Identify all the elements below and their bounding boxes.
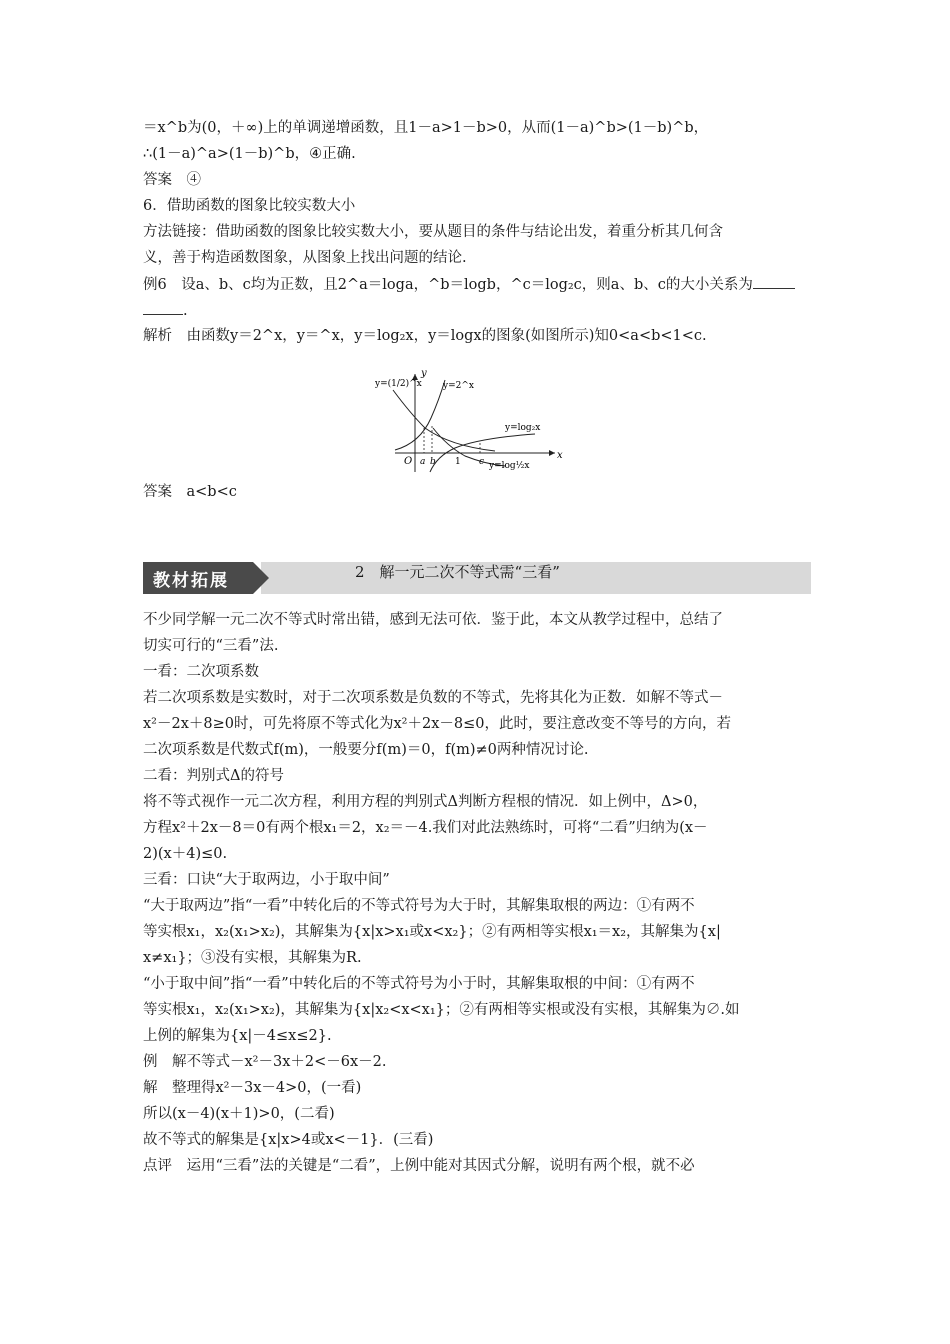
analysis-line: 解析 由函数y＝2^x，y＝^x，y＝log₂x，y＝logx的图象(如图所示)知0<a<b<1<c. bbox=[143, 328, 707, 344]
answer-line: 答案 ④ bbox=[143, 172, 201, 188]
curve-two-power bbox=[395, 380, 445, 450]
text-line: ∴(1－a)^a>(1－b)^b，④正确. bbox=[143, 146, 356, 162]
body-line: 若二次项系数是实数时，对于二次项系数是负数的不等式，先将其化为正数．如解不等式－ bbox=[143, 690, 723, 706]
function-graph bbox=[375, 368, 565, 478]
body-line: 所以(x－4)(x＋1)>0，(二看) bbox=[143, 1106, 335, 1122]
body-line: 解 整理得x²－3x－4>0，(一看) bbox=[143, 1080, 362, 1096]
body-line: 三看：口诀“大于取两边，小于取中间” bbox=[143, 872, 390, 888]
x-axis-arrow bbox=[549, 450, 555, 456]
tick-b-label: b bbox=[430, 457, 436, 467]
body-line: 等实根x₁，x₂(x₁>x₂)，其解集为{x|x>x₁或x<x₂}；②有两相等实根x₁＝x₂，其解集为{x| bbox=[143, 924, 721, 940]
body-line: 一看：二次项系数 bbox=[143, 664, 259, 680]
text-line: 义，善于构造函数图象，从图象上找出问题的结论. bbox=[143, 250, 467, 266]
body-line: x≠x₁}；③没有实根，其解集为R. bbox=[143, 950, 362, 966]
tick-a-label: a bbox=[420, 457, 426, 467]
curve-half-power bbox=[393, 390, 495, 451]
section-heading: 6．借助函数的图象比较实数大小 bbox=[143, 198, 356, 214]
label-two-power: y=2^x bbox=[443, 381, 474, 391]
tick-c-label: c bbox=[479, 457, 485, 467]
example-text: 例6 设a、b、c均为正数，且2^a＝loga，^b＝logb，^c＝log₂c，则a、b、c的大小关系为 bbox=[143, 277, 753, 293]
tick-one-label: 1 bbox=[455, 457, 461, 467]
example-line-continued bbox=[143, 300, 188, 321]
origin-label: O bbox=[404, 456, 413, 467]
body-line: 点评 运用“三看”法的关键是“二看”，上例中能对其因式分解，说明有两个根，就不必 bbox=[143, 1158, 695, 1174]
answer-blank bbox=[143, 300, 183, 315]
label-half-power: y=(1/2)^x bbox=[375, 379, 422, 389]
body-line: 例 解不等式－x²－3x＋2<－6x－2. bbox=[143, 1054, 387, 1070]
body-line: 2)(x＋4)≤0. bbox=[143, 846, 228, 862]
answer-blank bbox=[753, 274, 795, 289]
text-line: 方法链接：借助函数的图象比较实数大小，要从题目的条件与结论出发，着重分析其几何含 bbox=[143, 224, 723, 240]
y-axis-label: y bbox=[421, 368, 427, 379]
text-line: ＝x^b为(0，＋∞)上的单调递增函数，且1－a>1－b>0，从而(1－a)^b>(1－b)^b， bbox=[143, 120, 709, 136]
label-log2: y=log₂x bbox=[505, 423, 541, 433]
body-line: 二次项系数是代数式f(m)，一般要分f(m)＝0，f(m)≠0两种情况讨论. bbox=[143, 742, 589, 758]
body-line: “小于取中间”指“一看”中转化后的不等式符号为小于时，其解集取根的中间：①有两不 bbox=[143, 976, 695, 992]
x-axis-label: x bbox=[557, 450, 563, 461]
banner-tag-label: 教材拓展 bbox=[153, 571, 229, 591]
body-line: 上例的解集为{x|－4≤x≤2}. bbox=[143, 1028, 332, 1044]
example-line bbox=[143, 274, 795, 295]
period-text: . bbox=[183, 303, 188, 319]
answer-line: 答案 a<b<c bbox=[143, 484, 237, 500]
body-line: 二看：判别式Δ的符号 bbox=[143, 768, 284, 784]
body-line: 故不等式的解集是{x|x>4或x<－1}．(三看) bbox=[143, 1132, 434, 1148]
body-line: 方程x²＋2x－8＝0有两个根x₁＝2，x₂＝－4.我们对此法熟练时，可将“二看”归纳为(x－ bbox=[143, 820, 708, 836]
body-line: 将不等式视作一元二次方程，利用方程的判别式Δ判断方程根的情况．如上例中，Δ>0， bbox=[143, 794, 708, 810]
label-log-half: y=log½x bbox=[489, 461, 530, 471]
body-line: x²－2x＋8≥0时，可先将原不等式化为x²＋2x－8≤0，此时，要注意改变不等号的方向，若 bbox=[143, 716, 731, 732]
section-banner bbox=[143, 562, 811, 594]
body-line: 等实根x₁，x₂(x₁>x₂)，其解集为{x|x₂<x<x₁}；②有两相等实根或没有实根，其解集为∅.如 bbox=[143, 1002, 740, 1018]
body-line: 切实可行的“三看”法. bbox=[143, 638, 279, 654]
body-line: “大于取两边”指“一看”中转化后的不等式符号为大于时，其解集取根的两边：①有两不 bbox=[143, 898, 695, 914]
body-line: 不少同学解一元二次不等式时常出错，感到无法可依．鉴于此，本文从教学过程中，总结了 bbox=[143, 612, 723, 628]
banner-title: 2 解一元二次不等式需“三看” bbox=[355, 563, 560, 581]
